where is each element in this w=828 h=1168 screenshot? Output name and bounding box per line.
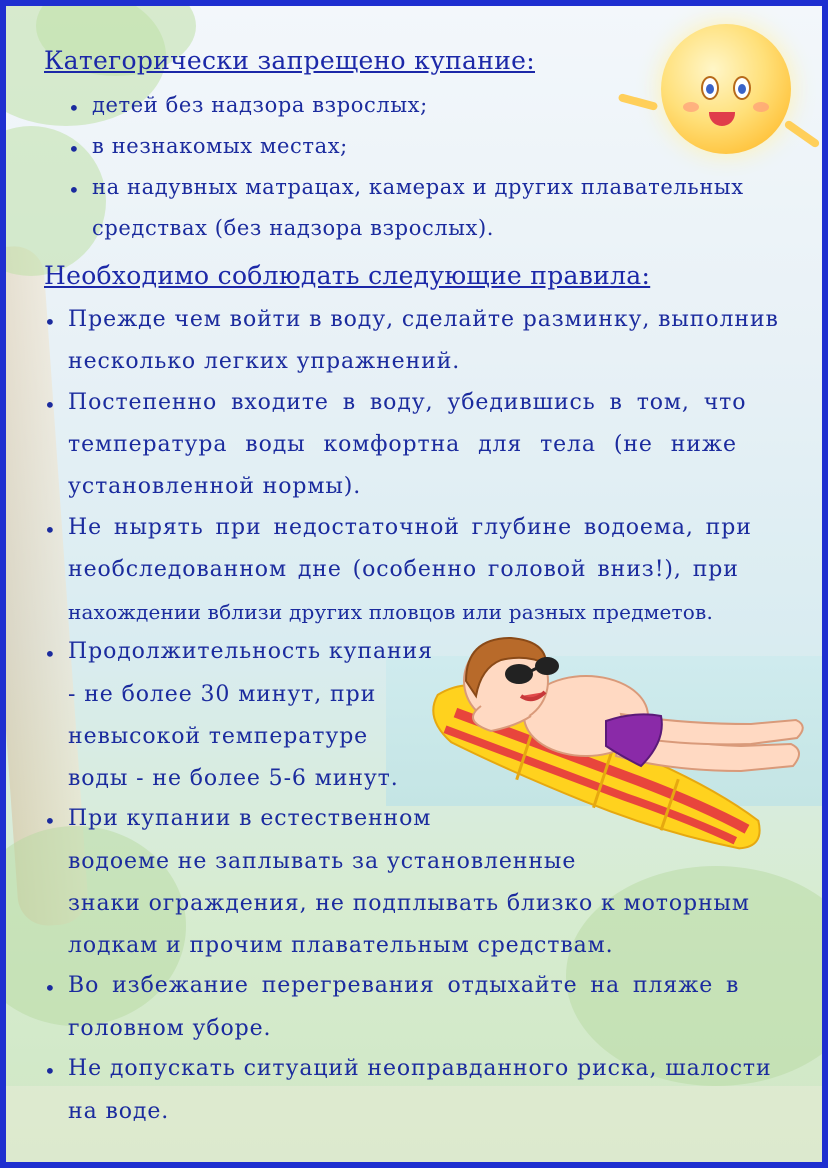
rule-line: Постепенно входите в воду, убедившись в том, что xyxy=(68,390,747,415)
bullet-icon: • xyxy=(68,178,80,202)
rule-line: на воде. xyxy=(68,1099,170,1124)
bullet-icon: • xyxy=(44,393,56,417)
rule-line: несколько легких упражнений. xyxy=(68,349,461,374)
rule-line: знаки ограждения, не подплывать близко к моторным xyxy=(68,891,750,916)
rule-line: При купании в естественном xyxy=(68,806,432,831)
rule-line: Прежде чем войти в воду, сделайте разминку, выполнив xyxy=(68,307,779,332)
bullet-icon: • xyxy=(44,1059,56,1083)
prohibited-item-continuation: средствах (без надзора взрослых). xyxy=(92,216,495,240)
bullet-icon: • xyxy=(44,809,56,833)
bullet-icon: • xyxy=(44,642,56,666)
rule-line: головном уборе. xyxy=(68,1016,272,1041)
prohibited-item: на надувных матрацах, камерах и других плавательных xyxy=(92,175,744,199)
rule-line: лодкам и прочим плавательным средствам. xyxy=(68,933,614,958)
bullet-icon: • xyxy=(44,518,56,542)
rule-line: невысокой температуре xyxy=(68,724,369,749)
rule-line: установленной нормы). xyxy=(68,474,362,499)
rule-line: воды - не более 5-6 минут. xyxy=(68,766,399,791)
rule-line: Продолжительность купания xyxy=(68,639,433,664)
rule-line: температура воды комфортна для тела (не ниже xyxy=(68,432,737,457)
bullet-icon: • xyxy=(68,137,80,161)
bullet-icon: • xyxy=(68,96,80,120)
bullet-icon: • xyxy=(44,976,56,1000)
heading-rules: Необходимо соблюдать следующие правила: xyxy=(44,261,651,290)
rule-line: нахождении вблизи других пловцов или разных предметов. xyxy=(68,600,714,624)
prohibited-item: в незнакомых местах; xyxy=(92,134,348,158)
prohibited-item: детей без надзора взрослых; xyxy=(92,93,428,117)
content-area xyxy=(6,6,822,1162)
rule-line: Не нырять при недостаточной глубине водоема, при xyxy=(68,515,752,540)
rule-line: необследованном дне (особенно головой вниз!), при xyxy=(68,557,739,582)
rule-line: водоеме не заплывать за установленные xyxy=(68,849,577,874)
rule-line: Не допускать ситуаций неоправданного риска, шалости xyxy=(68,1056,772,1081)
bullet-icon: • xyxy=(44,310,56,334)
heading-prohibited: Категорически запрещено купание: xyxy=(44,46,535,75)
rule-line: Во избежание перегревания отдыхайте на пляже в xyxy=(68,973,740,998)
rule-line: - не более 30 минут, при xyxy=(68,682,377,707)
